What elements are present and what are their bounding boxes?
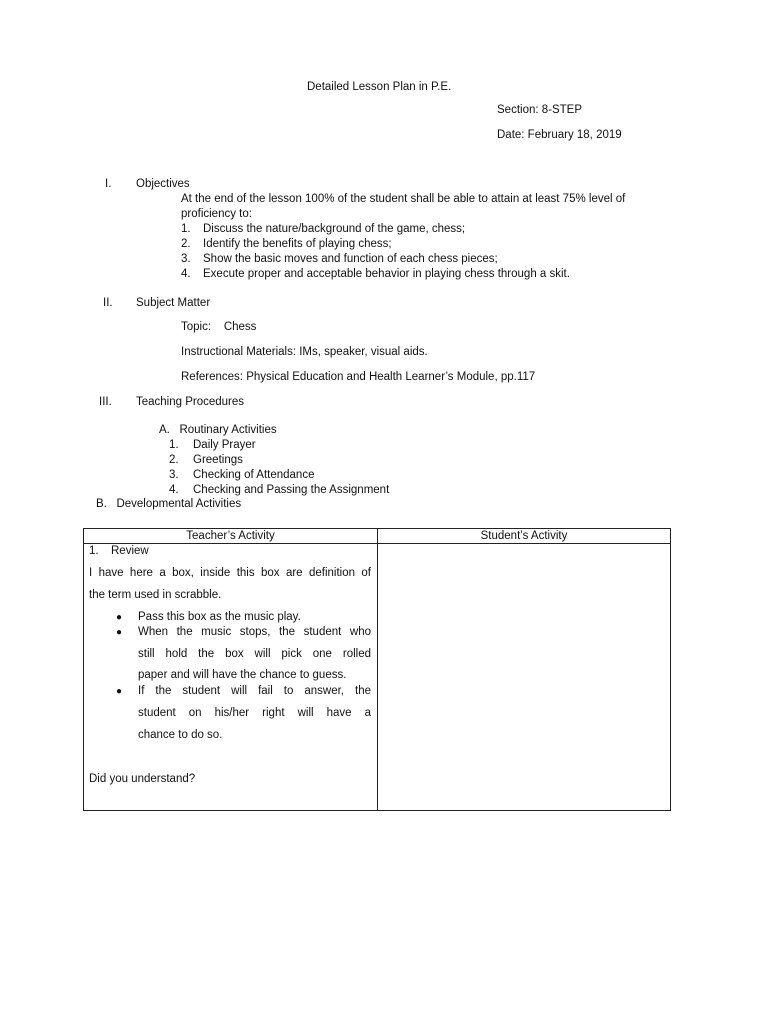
routinary-heading: A. Routinary Activities	[159, 424, 277, 436]
review-heading	[89, 545, 149, 557]
routinary-item-number: 3.	[169, 469, 179, 481]
objective-item-text: Show the basic moves and function of each chess pieces;	[203, 253, 498, 265]
bullet-icon: ●	[116, 627, 123, 638]
routinary-item-text: Greetings	[193, 454, 243, 466]
subject-matter-heading: Subject Matter	[136, 297, 211, 309]
routinary-item-1	[169, 439, 256, 451]
routinary-item-number: 4.	[169, 484, 179, 496]
objective-item-2	[181, 238, 392, 250]
objective-item-number: 1.	[181, 223, 191, 235]
bullet-3-line-3: chance to do so.	[138, 729, 223, 741]
objective-item-4	[181, 268, 570, 280]
student-activity-cell	[378, 544, 671, 811]
table-header-row	[84, 529, 671, 544]
bullet-icon: ●	[116, 686, 123, 697]
routinary-item-3	[169, 469, 314, 481]
objective-item-text: Discuss the nature/background of the game, chess;	[203, 223, 466, 235]
document-title: Detailed Lesson Plan in P.E.	[307, 81, 452, 93]
teacher-activity-cell	[84, 544, 378, 811]
procedures-heading: Teaching Procedures	[136, 396, 245, 408]
materials-line: Instructional Materials: IMs, speaker, visual aids.	[181, 346, 428, 358]
objectives-heading: Objectives	[136, 178, 190, 190]
routinary-item-2	[169, 454, 243, 466]
objective-item-1	[181, 223, 465, 235]
teacher-activity-header: Teacher’s Activity	[84, 529, 378, 544]
date-label: Date: February 18, 2019	[497, 129, 622, 141]
objectives-intro-line2: proficiency to:	[181, 208, 252, 220]
activity-table	[83, 528, 671, 811]
bullet-1-line: Pass this box as the music play.	[138, 611, 301, 623]
objective-item-number: 4.	[181, 268, 191, 280]
table-row	[84, 544, 671, 811]
objectives-intro-line1: At the end of the lesson 100% of the student shall be able to attain at least 75% level of	[181, 193, 626, 205]
routinary-item-text: Checking and Passing the Assignment	[193, 484, 390, 496]
topic-line: Topic: Chess	[181, 321, 257, 333]
subject-matter-numeral: II.	[103, 297, 113, 309]
section-label: Section: 8-STEP	[497, 104, 583, 116]
bullet-2-line-3: paper and will have the chance to guess.	[138, 669, 347, 681]
understand-question: Did you understand?	[89, 773, 196, 785]
routinary-item-text: Checking of Attendance	[193, 469, 315, 481]
objective-item-number: 2.	[181, 238, 191, 250]
routinary-item-text: Daily Prayer	[193, 439, 256, 451]
box-line-1: I have here a box, inside this box are definition of	[89, 567, 371, 579]
procedures-numeral: III.	[99, 396, 112, 408]
developmental-heading: B. Developmental Activities	[96, 498, 242, 510]
objective-item-3	[181, 253, 498, 265]
bullet-3-line-1: If the student will fail to answer, the	[138, 685, 371, 697]
routinary-item-number: 2.	[169, 454, 179, 466]
bullet-2-line-1: When the music stops, the student who	[138, 626, 371, 638]
review-number: 1.	[89, 545, 99, 557]
objective-item-text: Execute proper and acceptable behavior in playing chess through a skit.	[203, 268, 570, 280]
objective-item-text: Identify the benefits of playing chess;	[203, 238, 392, 250]
bullet-3-line-2: student on his/her right will have a	[138, 707, 371, 719]
routinary-item-4	[169, 484, 389, 496]
references-line: References: Physical Education and Health Learner’s Module, pp.117	[181, 371, 536, 383]
objective-item-number: 3.	[181, 253, 191, 265]
bullet-2-line-2: still hold the box will pick one rolled	[138, 648, 371, 660]
student-activity-header: Student’s Activity	[378, 529, 671, 544]
review-label: Review	[111, 545, 149, 557]
bullet-icon: ●	[116, 612, 123, 623]
objectives-numeral: I.	[105, 178, 112, 190]
box-line-2: the term used in scrabble.	[89, 589, 222, 601]
routinary-item-number: 1.	[169, 439, 179, 451]
